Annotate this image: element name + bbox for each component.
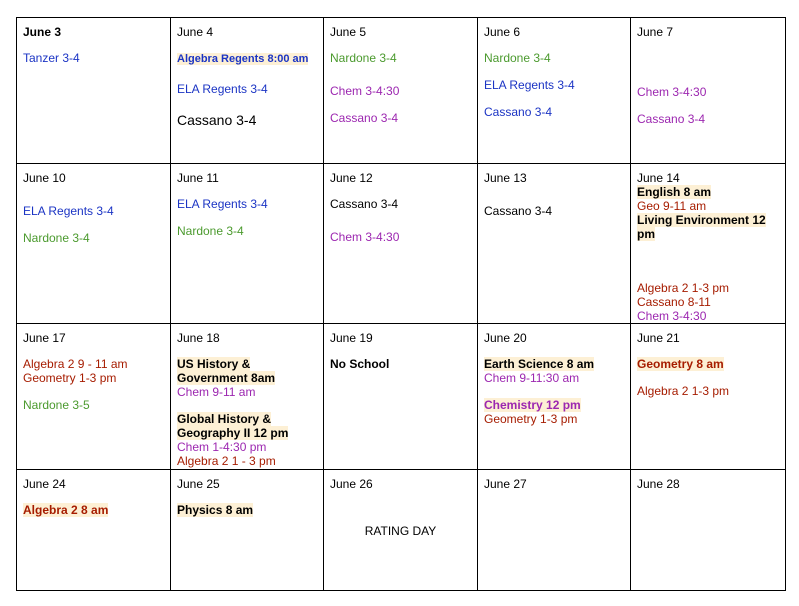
event: English 8 am <box>637 185 712 199</box>
event: Algebra 2 8 am <box>23 503 109 517</box>
week-row <box>17 470 786 591</box>
event: Tanzer 3-4 <box>23 51 80 65</box>
event: Cassano 8-11 <box>637 295 711 309</box>
event: Chem 3-4:30 <box>330 230 400 244</box>
day-date: June 13 <box>484 171 527 185</box>
event: Algebra Regents 8:00 am <box>177 53 309 65</box>
event: Nardone 3-4 <box>484 51 551 65</box>
event: Cassano 3-4 <box>484 105 553 119</box>
week-row <box>17 18 786 164</box>
day-date: June 20 <box>484 331 527 345</box>
event: Geometry 1-3 pm <box>23 371 117 385</box>
calendar-table <box>16 17 786 591</box>
event: Algebra 2 1 - 3 pm <box>177 454 276 468</box>
day-cell <box>17 324 171 470</box>
day-date: June 5 <box>330 25 367 39</box>
day-cell <box>171 470 324 591</box>
day-date: June 26 <box>330 477 373 491</box>
day-cell <box>478 18 631 164</box>
event: Physics 8 am <box>177 503 254 517</box>
event: Chem 1-4:30 pm <box>177 440 267 454</box>
event: Earth Science 8 am <box>484 357 595 371</box>
day-cell <box>631 164 786 324</box>
event: Chemistry 12 pm <box>484 398 581 412</box>
event: RATING DAY <box>364 524 437 538</box>
event: ELA Regents 3-4 <box>177 82 268 96</box>
day-cell <box>631 18 786 164</box>
day-cell <box>17 18 171 164</box>
event: Chem 9-11:30 am <box>484 371 580 385</box>
day-cell <box>171 18 324 164</box>
event: Cassano 3-4 <box>177 112 257 128</box>
event: ELA Regents 3-4 <box>177 197 268 211</box>
event: No School <box>330 357 390 371</box>
event: Geometry 8 am <box>637 357 724 371</box>
day-cell <box>324 164 478 324</box>
event: Nardone 3-4 <box>177 224 244 238</box>
event: Cassano 3-4 <box>484 204 553 218</box>
week-row <box>17 164 786 324</box>
day-date: June 28 <box>637 477 680 491</box>
day-cell <box>478 324 631 470</box>
event: Chem 3-4:30 <box>330 84 400 98</box>
day-cell <box>324 470 478 591</box>
day-cell <box>631 470 786 591</box>
event: Nardone 3-5 <box>23 398 90 412</box>
day-date: June 19 <box>330 331 373 345</box>
day-date: June 12 <box>330 171 373 185</box>
day-cell <box>631 324 786 470</box>
event: Geometry 1-3 pm <box>484 412 578 426</box>
event: Chem 3-4:30 <box>637 309 707 323</box>
day-cell <box>17 164 171 324</box>
day-date: June 10 <box>23 171 66 185</box>
event: Chem 3-4:30 <box>637 85 707 99</box>
day-cell <box>324 324 478 470</box>
day-date: June 27 <box>484 477 527 491</box>
day-date: June 25 <box>177 477 220 491</box>
day-date: June 11 <box>177 171 219 185</box>
event: Living Environment 12 pm <box>637 213 766 241</box>
day-cell <box>324 18 478 164</box>
event: US History & Government 8am <box>177 357 276 385</box>
day-date: June 4 <box>177 25 214 39</box>
day-cell <box>171 324 324 470</box>
event: Global History & Geography II 12 pm <box>177 412 289 440</box>
day-date: June 18 <box>177 331 220 345</box>
event: Cassano 3-4 <box>637 112 706 126</box>
event: Algebra 2 1-3 pm <box>637 384 730 398</box>
event: Geo 9-11 am <box>637 199 707 213</box>
event: Nardone 3-4 <box>23 231 90 245</box>
day-date: June 21 <box>637 331 680 345</box>
event: Nardone 3-4 <box>330 51 397 65</box>
day-cell <box>17 470 171 591</box>
event: Cassano 3-4 <box>330 111 399 125</box>
week-row <box>17 324 786 470</box>
day-date: June 24 <box>23 477 66 491</box>
event: ELA Regents 3-4 <box>484 78 575 92</box>
day-date: June 14 <box>637 171 680 185</box>
event: Algebra 2 9 - 11 am <box>23 357 128 371</box>
event: ELA Regents 3-4 <box>23 204 114 218</box>
day-cell <box>171 164 324 324</box>
day-date: June 7 <box>637 25 674 39</box>
event: Cassano 3-4 <box>330 197 399 211</box>
day-date: June 17 <box>23 331 66 345</box>
day-cell <box>478 164 631 324</box>
event: Chem 9-11 am <box>177 385 256 399</box>
day-cell <box>478 470 631 591</box>
day-date: June 3 <box>23 25 62 39</box>
day-date: June 6 <box>484 25 521 39</box>
event: Algebra 2 1-3 pm <box>637 281 730 295</box>
